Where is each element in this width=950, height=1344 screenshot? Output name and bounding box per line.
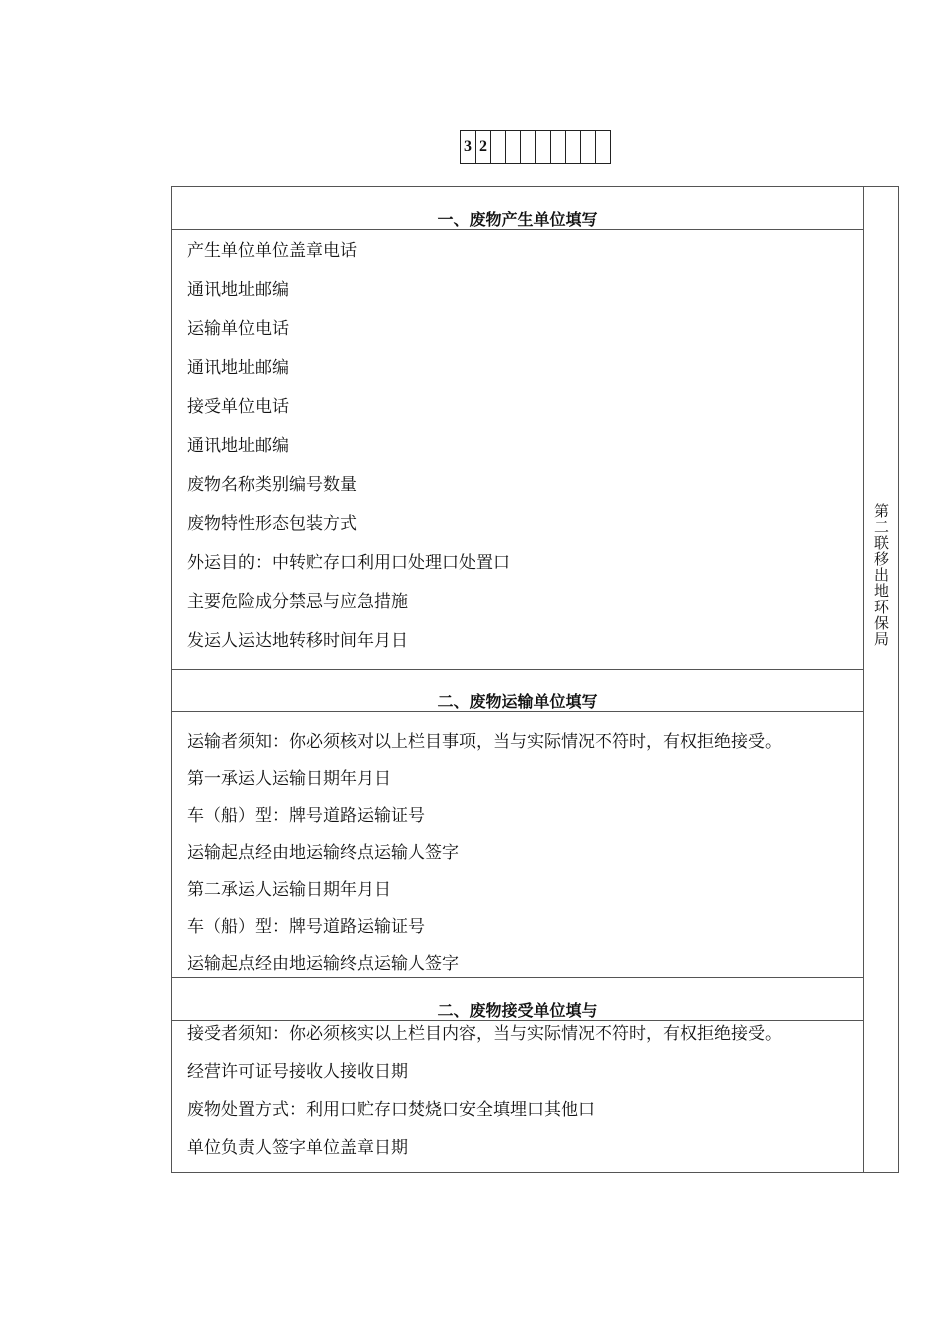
serial-digit: [491, 130, 506, 164]
serial-digit: 2: [476, 130, 491, 164]
copy-side-column: [864, 187, 898, 1172]
waste-transfer-form: [171, 186, 899, 1173]
section-title: 二、废物运输单位填写: [437, 692, 598, 711]
form-row: 运输起点经由地运输终点运输人签字: [187, 843, 459, 863]
form-row: 车（船）型：牌号道路运输证号: [187, 917, 425, 937]
divider: [172, 229, 863, 230]
form-row: 产生单位单位盖章电话: [187, 241, 357, 261]
form-row: 通讯地址邮编: [187, 358, 289, 378]
serial-digit: [596, 130, 611, 164]
form-row: 废物特性形态包装方式: [187, 514, 357, 534]
form-row: 废物名称类别编号数量: [187, 475, 357, 495]
divider: [172, 1020, 863, 1021]
form-row: 接受单位电话: [187, 397, 289, 417]
serial-digit: [581, 130, 596, 164]
form-row: 外运目的：中转贮存口利用口处理口处置口: [187, 553, 510, 573]
serial-digit: 3: [460, 130, 476, 164]
form-row: 主要危险成分禁忌与应急措施: [187, 592, 408, 612]
form-row: 运输起点经由地运输终点运输人签字: [187, 954, 459, 974]
serial-digit: [536, 130, 551, 164]
form-row: 第一承运人运输日期年月日: [187, 769, 391, 789]
form-row: 通讯地址邮编: [187, 280, 289, 300]
serial-digit: [566, 130, 581, 164]
form-row: 车（船）型：牌号道路运输证号: [187, 806, 425, 826]
form-row: 经营许可证号接收人接收日期: [187, 1062, 408, 1082]
form-row: 废物处置方式：利用口贮存口焚烧口安全填埋口其他口: [187, 1100, 595, 1120]
form-row: 发运人运达地转移时间年月日: [187, 631, 408, 651]
section-receiver: [172, 977, 863, 1173]
form-row: 第二承运人运输日期年月日: [187, 880, 391, 900]
copy-label: 第二联移出地环保局: [872, 503, 890, 647]
serial-number-boxes: [460, 130, 611, 164]
form-row: 运输单位电话: [187, 319, 289, 339]
section-generator: [172, 187, 863, 669]
serial-digit: [506, 130, 521, 164]
section-title: 一、废物产生单位填写: [437, 210, 598, 229]
form-row: 接受者须知：你必须核实以上栏目内容，当与实际情况不符时，有权拒绝接受。: [187, 1024, 782, 1044]
serial-digit: [521, 130, 536, 164]
section-transporter: [172, 669, 863, 978]
form-main-column: [172, 187, 864, 1172]
form-row: 单位负责人签字单位盖章日期: [187, 1138, 408, 1158]
serial-digit: [551, 130, 566, 164]
form-row: 运输者须知：你必须核对以上栏目事项，当与实际情况不符时，有权拒绝接受。: [187, 732, 782, 752]
form-row: 通讯地址邮编: [187, 436, 289, 456]
divider: [172, 711, 863, 712]
section-title: 二、废物接受单位填与: [437, 1001, 598, 1020]
